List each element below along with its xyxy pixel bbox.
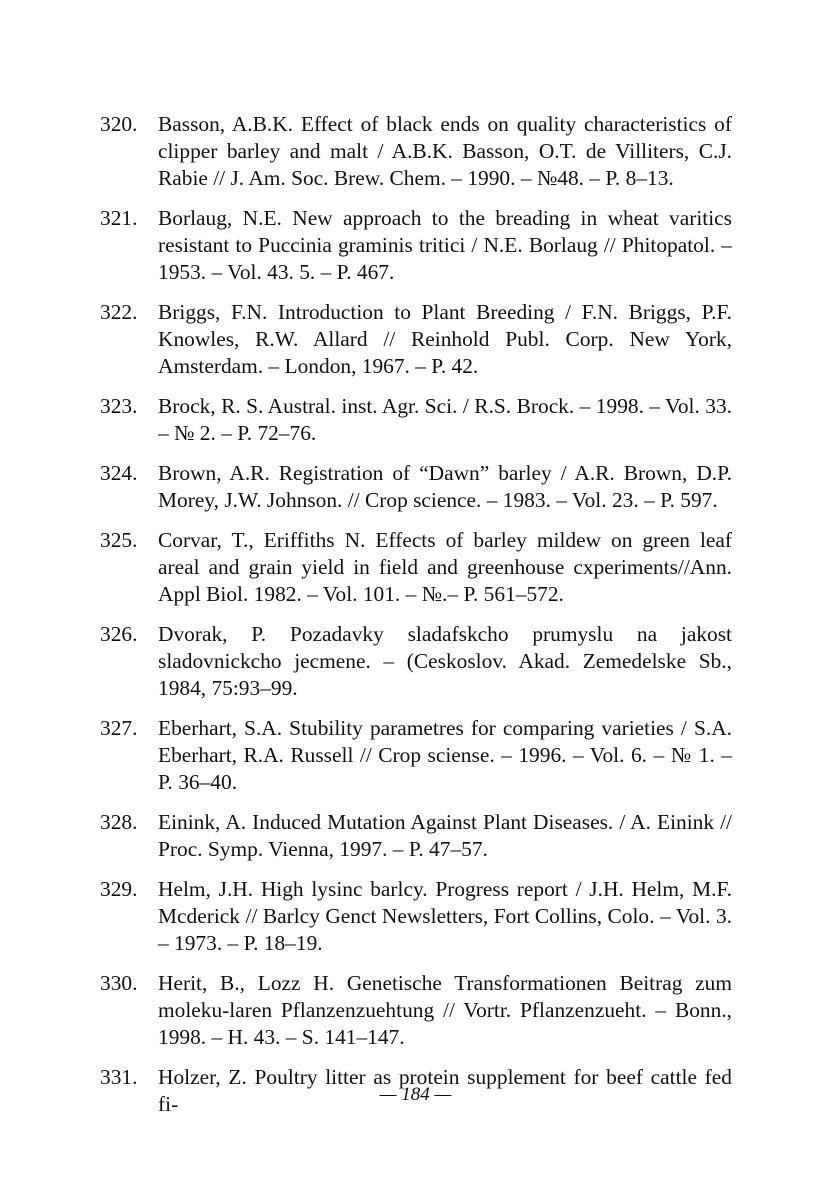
reference-item bbox=[100, 970, 732, 1051]
reference-text: Holzer, Z. Poultry litter as protein supplement for beef cattle fed fi- bbox=[158, 1065, 732, 1116]
reference-text: Herit, B., Lozz H. Genetische Transformationen Beitrag zum moleku-laren Pflanzenzuehtung // Vortr. Pflanzenzueht. – Bonn., 1998. – H. 43. – S. 141–147. bbox=[158, 971, 732, 1049]
reference-text: Borlaug, N.E. New approach to the breading in wheat varitics resistant to Puccinia graminis tritici / N.E. Borlaug // Phitopatol. – 1953. – Vol. 43. 5. – P. 467. bbox=[158, 206, 732, 284]
reference-item bbox=[100, 715, 732, 796]
reference-list bbox=[100, 111, 732, 1131]
reference-text: Eberhart, S.A. Stubility parametres for comparing varieties / S.A. Eberhart, R.A. Russell // Crop sciense. – 1996. – Vol. 6. – № 1. – P. 36–40. bbox=[158, 716, 732, 794]
reference-item bbox=[100, 809, 732, 863]
reference-number: 331. bbox=[100, 1065, 138, 1089]
reference-item bbox=[100, 299, 732, 380]
reference-number: 325. bbox=[100, 528, 138, 552]
reference-item bbox=[100, 621, 732, 702]
reference-item bbox=[100, 460, 732, 514]
reference-item bbox=[100, 527, 732, 608]
reference-number: 329. bbox=[100, 877, 138, 901]
reference-item bbox=[100, 205, 732, 286]
reference-item bbox=[100, 111, 732, 192]
reference-text: Dvorak, P. Pozadavky sladafskcho prumyslu na jakost sladovnickcho jecmene. – (Ceskoslov. Akad. Zemedelske Sb., 1984, 75:93–99. bbox=[158, 622, 732, 700]
reference-text: Briggs, F.N. Introduction to Plant Breeding / F.N. Briggs, P.F. Knowles, R.W. Allard // Reinhold Publ. Corp. New York, Amsterdam. – London, 1967. – P. 42. bbox=[158, 300, 732, 378]
reference-text: Brock, R. S. Austral. inst. Agr. Sci. / R.S. Brock. – 1998. – Vol. 33. – № 2. – P. 72–76. bbox=[158, 394, 732, 445]
reference-number: 324. bbox=[100, 461, 138, 485]
reference-text: Helm, J.H. High lysinc barlcy. Progress report / J.H. Helm, M.F. Mcderick // Barlcy Genct Newsletters, Fort Collins, Colo. – Vol. 3. – 1973. – P. 18–19. bbox=[158, 877, 732, 955]
reference-number: 320. bbox=[100, 112, 138, 136]
reference-number: 326. bbox=[100, 622, 138, 646]
reference-text: Basson, A.B.K. Effect of black ends on quality characteristics of clipper barley and malt / A.B.K. Basson, O.T. de Villiters, C.J. Rabie // J. Am. Soc. Brew. Chem. – 1990. – №48. – P. 8–13. bbox=[158, 112, 732, 190]
reference-number: 323. bbox=[100, 394, 138, 418]
reference-number: 330. bbox=[100, 971, 138, 995]
reference-number: 327. bbox=[100, 716, 138, 740]
reference-text: Corvar, T., Eriffiths N. Effects of barley mildew on green leaf areal and grain yield in field and greenhouse cxperiments//Ann. Appl Biol. 1982. – Vol. 101. – №.– P. 561–572. bbox=[158, 528, 732, 606]
reference-item bbox=[100, 393, 732, 447]
reference-number: 321. bbox=[100, 206, 138, 230]
reference-text: Brown, A.R. Registration of “Dawn” barley / A.R. Brown, D.P. Morey, J.W. Johnson. // Crop science. – 1983. – Vol. 23. – P. 597. bbox=[158, 461, 732, 512]
reference-text: Einink, A. Induced Mutation Against Plant Diseases. / A. Einink // Proc. Symp. Vienna, 1997. – P. 47–57. bbox=[158, 810, 732, 861]
reference-number: 328. bbox=[100, 810, 138, 834]
reference-number: 322. bbox=[100, 300, 138, 324]
reference-item bbox=[100, 876, 732, 957]
page-number: — 184 — bbox=[379, 1084, 452, 1105]
